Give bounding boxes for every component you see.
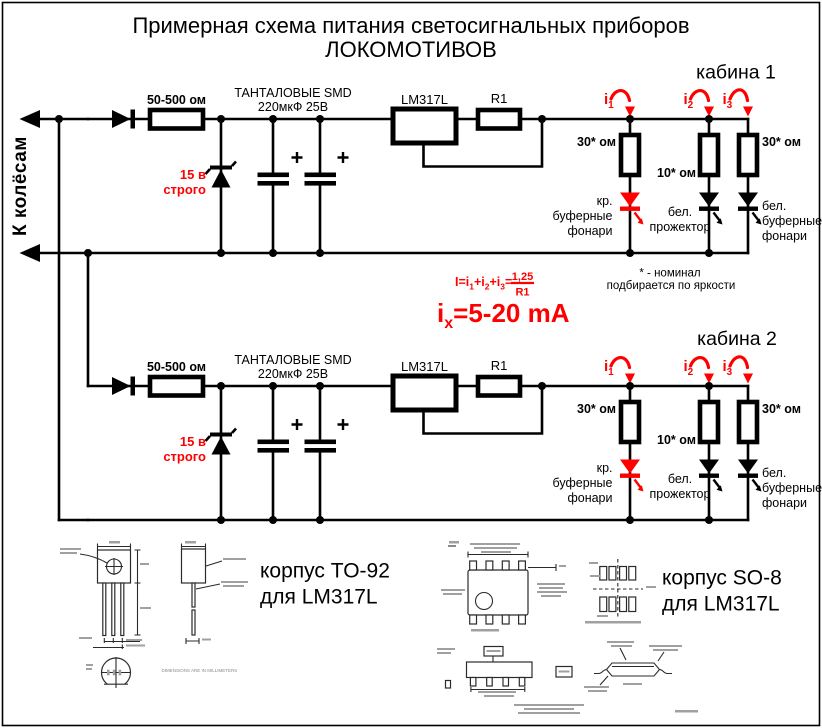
to92-dim-note: DIMENSIONS ARE IN MILLIMETERS bbox=[161, 668, 238, 673]
zener-label-line1: 15 в bbox=[179, 167, 206, 182]
formula-numerator: 1,25 bbox=[511, 271, 534, 283]
footnote-line1: * - номинал bbox=[639, 267, 701, 280]
led2-label-line1: бел. bbox=[667, 205, 693, 219]
regulator-box bbox=[393, 109, 456, 143]
current-i1-label: $i_1$ bbox=[604, 91, 614, 111]
led3-label-line2: буферные bbox=[762, 214, 822, 228]
footnote-line2: подбирается по яркости bbox=[606, 280, 736, 292]
wheels-bus-label: К колёсам bbox=[10, 136, 31, 236]
branch2-resistor bbox=[700, 135, 718, 175]
input-resistor bbox=[150, 110, 203, 129]
page-title-line2: ЛОКОМОТИВОВ bbox=[325, 37, 497, 62]
regulator-label: LM317L bbox=[401, 92, 448, 107]
led3-label-line1: бел. bbox=[762, 199, 787, 213]
current-i2-label: $i_2$ bbox=[683, 91, 694, 111]
capacitors-label-line1: ТАНТАЛОВЫЕ SMD bbox=[234, 86, 352, 100]
current-sum-formula: $I=i_1+i_2+i_3=$ bbox=[455, 275, 513, 292]
to92-caption-line1: корпус TO-92 bbox=[260, 559, 390, 583]
branch1-resistor bbox=[621, 135, 639, 175]
capacitors-label-line2: 220мкФ 25В bbox=[257, 100, 329, 114]
branch3-resistor bbox=[739, 135, 757, 175]
cabin2-label: кабина 2 bbox=[697, 328, 777, 350]
input-resistor-label: 50-500 ом bbox=[146, 93, 207, 107]
led1-label-line1: кр. bbox=[596, 194, 613, 208]
set-resistor-label: R1 bbox=[490, 91, 508, 106]
led3-label-line3: фонари bbox=[762, 229, 808, 243]
set-resistor bbox=[478, 110, 520, 129]
branch1-resistor-label: 30* ом bbox=[577, 135, 616, 149]
branch3-resistor-label: 30* ом bbox=[762, 135, 801, 149]
to92-caption-line2: для LM317L bbox=[260, 585, 378, 609]
zener-label-line2: строго bbox=[163, 182, 206, 197]
page-title-line1: Примерная схема питания светосигнальных приборов bbox=[132, 13, 690, 38]
current-i3-label: $i_3$ bbox=[722, 91, 733, 111]
led1-label-line2: буферные bbox=[552, 209, 613, 223]
cabin1-label: кабина 1 bbox=[696, 61, 776, 84]
output-current-formula: $i_x=5-20$ mA bbox=[437, 298, 570, 332]
led2-label-line2: прожектор bbox=[649, 220, 711, 234]
branch2-resistor-label: 10* ом bbox=[657, 166, 696, 180]
formula-denominator: R1 bbox=[515, 286, 530, 299]
so8-caption-line2: для LM317L bbox=[662, 592, 780, 616]
led1-label-line3: фонари bbox=[567, 224, 613, 238]
so8-caption-line1: корпус SO-8 bbox=[662, 566, 782, 590]
